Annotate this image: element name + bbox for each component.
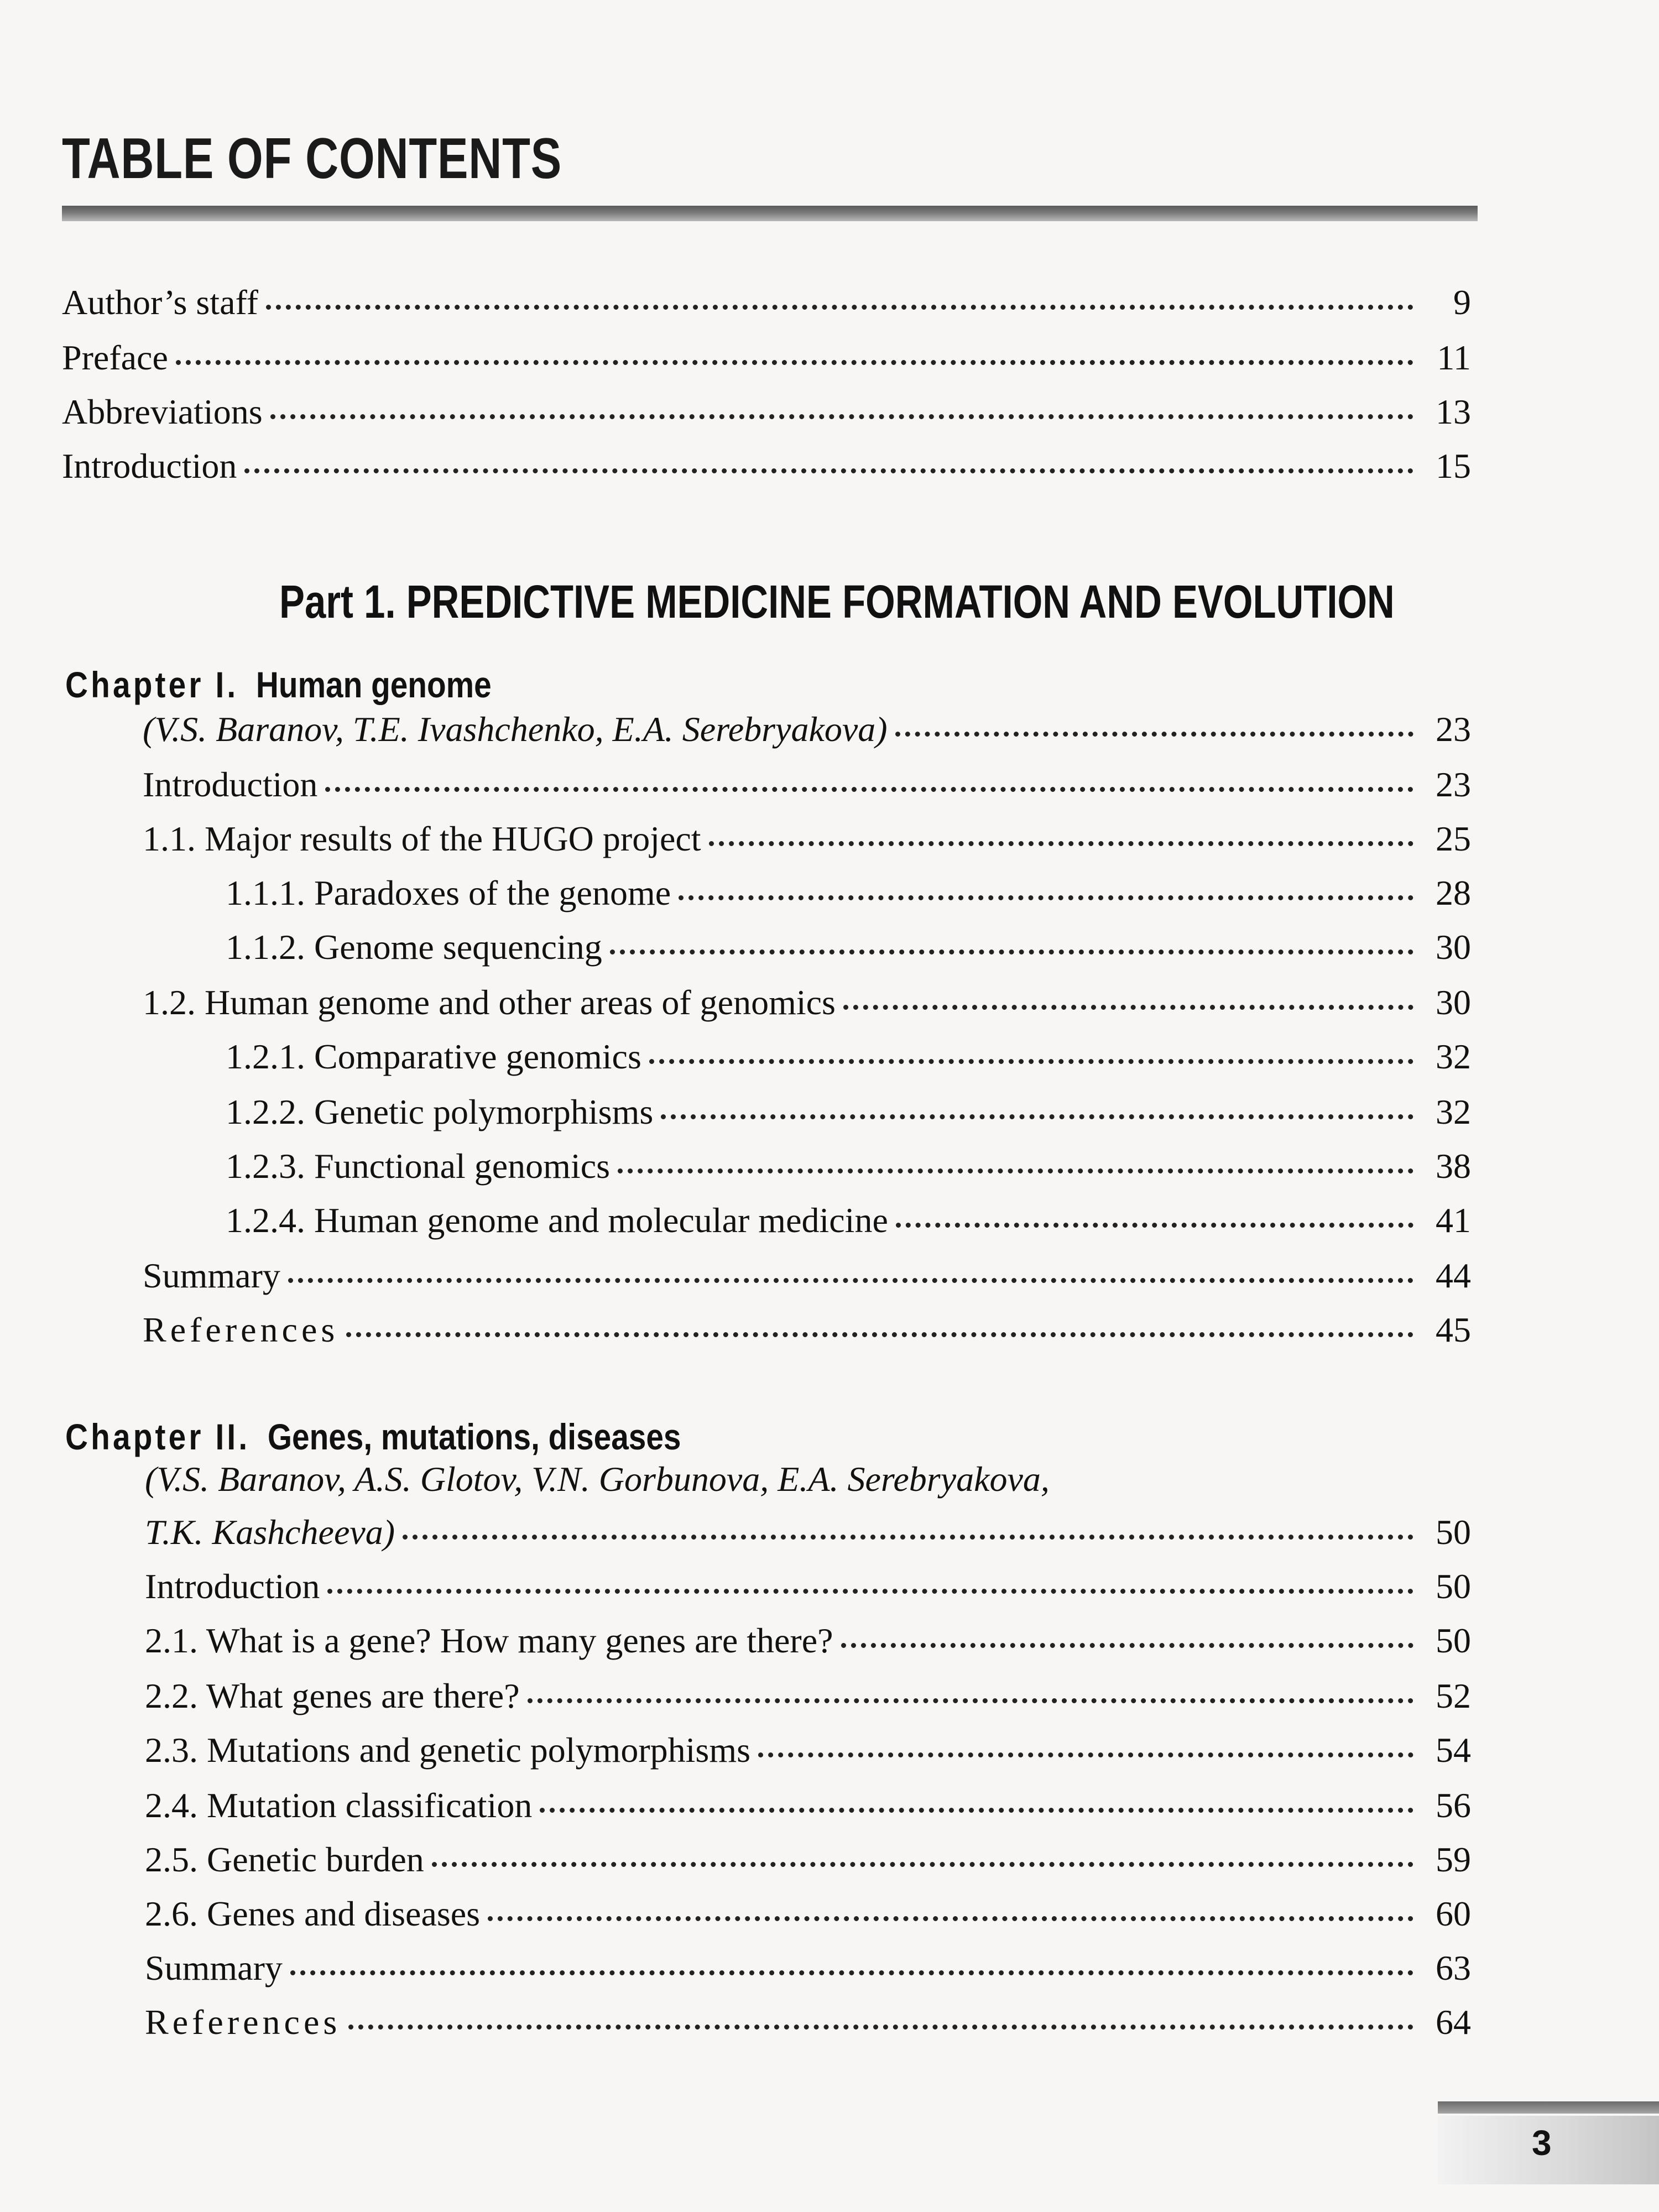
toc-entry [0,982,1548,1037]
toc-entry-label: Author’s staff [62,283,258,322]
toc-entry-page: 41 [1436,1201,1471,1240]
toc-entry-page: 59 [1436,1840,1471,1879]
dot-leader [896,1223,1413,1228]
dot-leader [270,414,1413,419]
dot-leader [290,1970,1413,1975]
dot-leader [709,841,1413,846]
toc-entry-label: Abbreviations [62,392,263,431]
toc-entry-page: 30 [1436,927,1471,967]
dot-leader [528,1698,1413,1703]
chapter-number: Chapter I. [65,664,239,705]
toc-entry [0,1730,1548,1785]
toc-entry [0,446,1548,501]
toc-entry-label: 1.2.3. Functional genomics [226,1146,611,1186]
toc-entry-page: 25 [1436,819,1471,858]
toc-entry-page: 23 [1436,765,1471,804]
dot-leader [679,895,1413,900]
dot-leader [661,1114,1413,1119]
toc-entry-label: Preface [62,338,168,377]
toc-entry-page: 63 [1436,1948,1471,1987]
toc-entry [0,927,1548,982]
dot-leader [843,1005,1413,1010]
toc-entry-label: 1.1.1. Paradoxes of the genome [226,873,671,912]
toc-entry-page: 23 [1436,709,1471,749]
toc-entry [0,392,1548,447]
toc-entry-page: 50 [1436,1512,1471,1552]
dot-leader [176,360,1413,365]
dot-leader [610,950,1413,954]
toc-entry [0,1146,1548,1201]
toc-entry [0,2002,1548,2057]
toc-entry-page: 28 [1436,873,1471,912]
toc-entry-page: 13 [1436,392,1471,431]
toc-entry-label: 1.2.2. Genetic polymorphisms [226,1092,654,1131]
toc-entry [0,1620,1548,1676]
toc-entry-page: 50 [1436,1621,1471,1660]
toc-entry-page: 52 [1436,1676,1471,1715]
toc-entry-label: 1.1.2. Genome sequencing [226,927,602,967]
title-rule [62,206,1478,221]
toc-entry-page: 50 [1436,1567,1471,1606]
toc-entry [0,1893,1548,1949]
toc-entry-page: 11 [1437,338,1471,377]
dot-leader [403,1535,1413,1540]
dot-leader [346,1332,1413,1337]
toc-entry [0,873,1548,928]
toc-entry-page: 64 [1436,2002,1471,2042]
toc-entry-label: Introduction [145,1567,320,1606]
dot-leader [488,1916,1413,1921]
dot-leader [618,1168,1413,1173]
toc-entry-label: 2.1. What is a gene? How many genes are there? [145,1621,833,1660]
toc-entry-page: 54 [1436,1730,1471,1770]
toc-entry-label: References [143,1310,339,1349]
chapter-heading [65,664,492,706]
toc-entry-label: 2.2. What genes are there? [145,1676,520,1715]
toc-entry-label: Summary [145,1948,283,1987]
footer-rule [1438,2101,1659,2114]
toc-entry [0,1676,1548,1731]
dot-leader [327,1589,1413,1594]
toc-entry-label: 1.2.1. Comparative genomics [226,1037,641,1076]
toc-entry-label: 1.2. Human genome and other areas of genomics [143,983,836,1022]
dot-leader [895,732,1413,737]
toc-entry-label: Introduction [143,765,318,804]
page-title: TABLE OF CONTENTS [62,127,562,191]
toc-entry [0,1310,1548,1365]
toc-entry-page: 38 [1436,1146,1471,1186]
chapter-authors: (V.S. Baranov, A.S. Glotov, V.N. Gorbunova, E.A. Serebryakova, [145,1459,1050,1499]
toc-entry [0,1839,1548,1895]
toc-entry-label: 2.3. Mutations and genetic polymorphisms [145,1730,750,1770]
toc-entry [0,1255,1548,1311]
toc-entry-page: 56 [1436,1786,1471,1825]
toc-entry-label: 1.2.4. Human genome and molecular medicine [226,1201,888,1240]
toc-entry-page: 45 [1436,1310,1471,1349]
toc-entry-label: Introduction [62,446,237,486]
toc-entry-label: 2.5. Genetic burden [145,1840,424,1879]
chapter-title: Human genome [255,664,492,705]
toc-entry [0,1948,1548,2003]
toc-entry [0,1036,1548,1092]
toc-entry [0,1785,1548,1840]
chapter-title: Genes, mutations, diseases [267,1416,681,1457]
dot-leader [432,1862,1413,1867]
dot-leader [758,1752,1413,1757]
dot-leader [649,1059,1413,1064]
chapter-authors: (V.S. Baranov, T.E. Ivashchenko, E.A. Serebryakova) [143,709,888,749]
toc-entry-page: 32 [1436,1037,1471,1076]
toc-entry [0,1092,1548,1147]
toc-entry-page: 60 [1436,1894,1471,1933]
chapter-number: Chapter II. [65,1416,251,1457]
toc-entry-label: References [145,2002,341,2042]
dot-leader [348,2025,1413,2030]
part-heading: Part 1. PREDICTIVE MEDICINE FORMATION AND EVOLUTION [279,576,1395,628]
toc-entry-page: 15 [1436,446,1471,486]
toc-entry-label: 2.6. Genes and diseases [145,1894,481,1933]
toc-entry-label: 1.1. Major results of the HUGO project [143,819,701,858]
toc-entry [0,1512,1548,1567]
dot-leader [325,787,1413,792]
toc-entry [0,337,1548,393]
toc-entry-page: 44 [1436,1256,1471,1295]
toc-entry [0,709,1548,764]
toc-entry [0,764,1548,820]
page-number: 3 [1532,2123,1552,2163]
toc-entry [0,282,1548,337]
toc-entry [0,1200,1548,1255]
toc-entry [0,818,1548,874]
chapter-heading [65,1416,681,1458]
toc-entry [0,1566,1548,1621]
toc-entry-page: 32 [1436,1092,1471,1131]
chapter-authors: T.K. Kashcheeva) [145,1512,395,1552]
toc-entry [0,1459,1548,1514]
toc-entry-label: 2.4. Mutation classification [145,1786,533,1825]
dot-leader [841,1643,1413,1648]
dot-leader [266,305,1413,310]
toc-entry-page: 9 [1453,283,1471,322]
dot-leader [244,468,1413,473]
dot-leader [540,1808,1413,1813]
dot-leader [288,1278,1413,1283]
toc-entry-page: 30 [1436,983,1471,1022]
toc-entry-label: Summary [143,1256,280,1295]
